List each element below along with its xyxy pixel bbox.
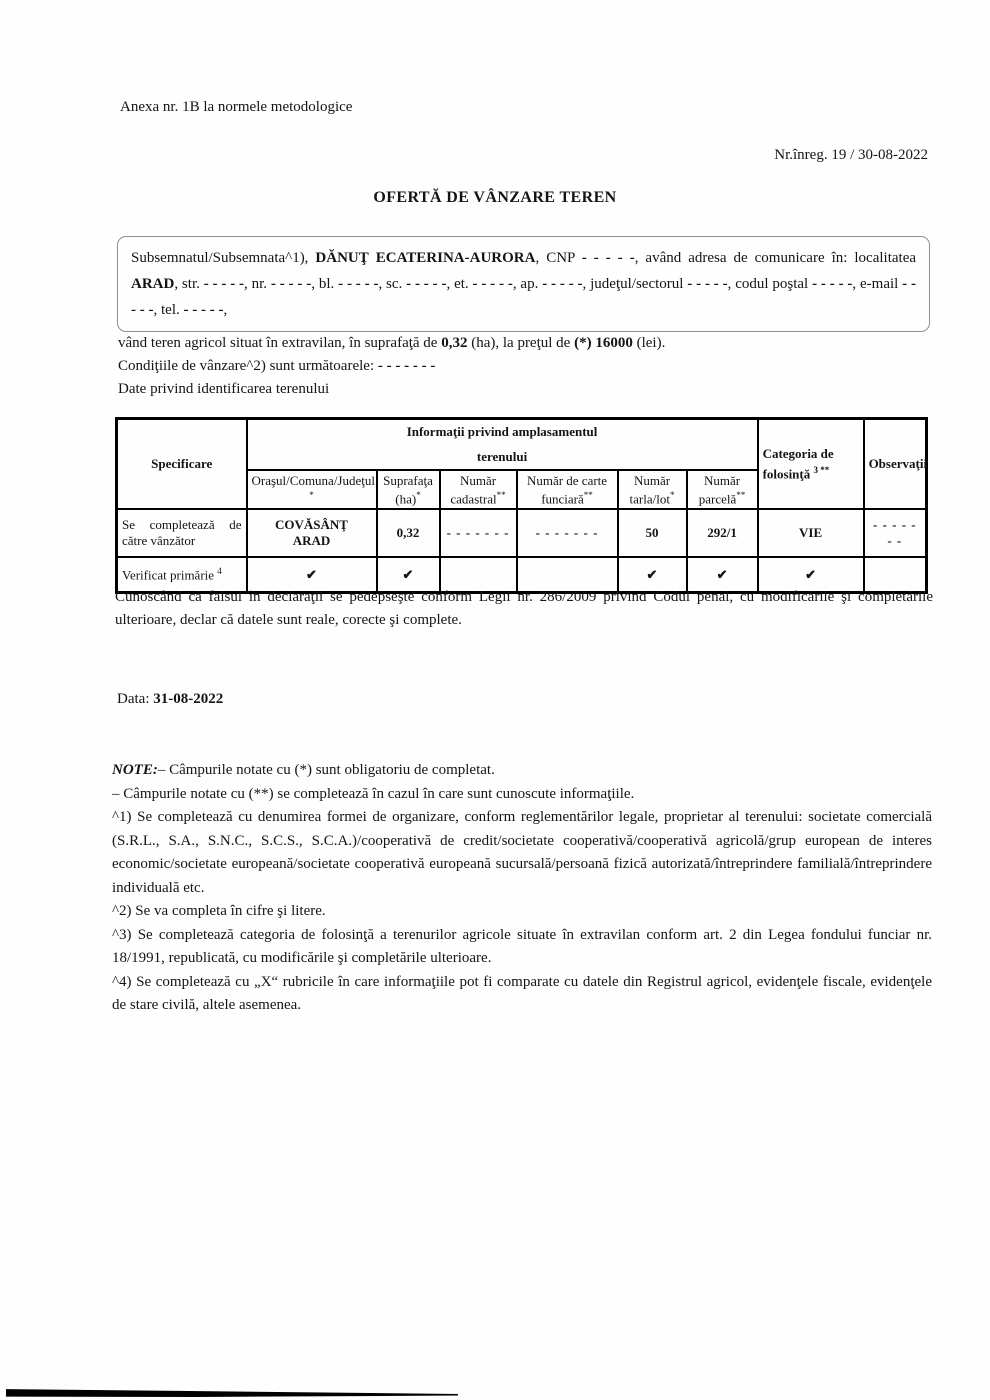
conditions-paragraph: Condiţiile de vânzare^2) sunt următoarele: - - - - - - - [118,358,436,374]
cell-tarla: 50 [618,509,687,557]
applicant-paragraph: Subsemnatul/Subsemnata^1), DĂNUŢ ECATERINA-AURORA, CNP - - - - -, având adresa de comunicare în: localitatea ARAD, str. - - - - -, nr. - - - - -, bl. - - - - -, sc. - - - - -, et. - - - - -, ap. - - - - -, judeţul/sectorul - - - - -, codul poştal - - - - -, e-mail - - - - -, tel. - - - - -, [131,250,917,318]
row-label-verified: Verificat primărie $^4$ [117,557,247,593]
header-observatii: Observaţii [864,419,927,510]
subheader-carte-funciara: Număr de carte funciară** [517,470,618,509]
note-3-usage-category: ^3) Se completează categoria de folosinţă a terenurilor agricole situate în extravilan conform art. 2 din Legea fondului funciar nr. 18/1991, republicată, cu modificările şi completările ulterioare. [112,926,932,966]
subheader-numar-cadastral: Număr cadastral** [440,470,517,509]
checkmark-surface: ✔ [377,557,440,593]
header-specificare: Specificare [117,419,247,510]
cell-observatii: - - - - - - - [864,509,927,557]
note-optional-fields: – Câmpurile notate cu (**) se completează în cazul în care sunt cunoscute informaţiile. [112,785,635,802]
cell-parcela: 292/1 [687,509,758,557]
header-amplasament-line2: terenului [476,449,528,464]
scan-artifact-bar [6,1388,458,1397]
header-amplasament [247,419,758,471]
land-id-heading: Date privind identificarea terenului [118,381,330,397]
checkmark-categoria: ✔ [758,557,864,593]
cell-carte-funciara: - - - - - - - [517,509,618,557]
notes-section [112,759,932,1018]
checkmark-parcela: ✔ [687,557,758,593]
registration-number: Nr.înreg. 19 / 30-08-2022 [774,147,928,163]
cell-city: COVĂSÂNŢ ARAD [247,509,377,557]
date-line: Data: 31-08-2022 [117,691,224,707]
checkmark-city: ✔ [247,557,377,593]
note-2-figures-letters: ^2) Se va completa în cifre şi litere. [112,903,326,919]
subheader-suprafata: Suprafaţa (ha)* [377,470,440,509]
subheader-tarla-lot: Număr tarla/lot* [618,470,687,509]
declaration-paragraph: Cunoscând că falsul în declaraţii se pedepseşte conform Legii nr. 286/2009 privind Codul penal, cu modificările şi completările ulterioare, declar că datele sunt reale, corecte şi complete. [115,589,933,628]
sale-paragraph: vând teren agricol situat în extravilan, în suprafaţă de 0,32 (ha), la preţul de (*) 16000 (lei). [118,335,666,351]
document-title: OFERTĂ DE VÂNZARE TEREN [373,189,617,206]
note-1-organization-form: ^1) Se completează cu denumirea formei de organizare, conform reglementărilor legale, proprietar al terenului: societate comercială (S.R.L., S.A., S.N.C., S.C.S., S.C.A.)/cooperativă de credit/societate cooperativă/cooperativă agricolă/grup european de interes economic/societate europeană/societate cooperativă europeană sucursală/persoană fizică autorizată/întreprindere familială/întreprindere individuală etc. [112,809,932,896]
cell-surface: 0,32 [377,509,440,557]
subheader-oras-comuna-judet: Oraşul/Comuna/Judeţul * [247,470,377,509]
note-obligatory-fields: NOTE:– Câmpurile notate cu (*) sunt obligatoriu de completat. [112,762,495,778]
row-label-vendor: Se completează de către vânzător [117,509,247,557]
subheader-parcela: Număr parcelă** [687,470,758,509]
header-categoria-folosinta: Categoria de folosinţă $^{3 **}$ [758,419,864,510]
cell-categoria: VIE [758,509,864,557]
land-identification-table [115,417,928,594]
table-row-vendor [117,509,927,557]
header-amplasament-line1: Informaţii privind amplasamentul [406,424,598,439]
annex-label: Anexa nr. 1B la normele metodologice [120,99,353,115]
cell-cadastral: - - - - - - - [440,509,517,557]
categoria-superscript: 3 ** [813,465,830,476]
applicant-info-box [117,236,930,332]
checkmark-tarla: ✔ [618,557,687,593]
note-4-x-marks: ^4) Se completează cu „X“ rubricile în care informaţiile pot fi comparate cu datele din Registrul agricol, evidenţele fiscale, evidenţele de stare civilă, altele asemenea. [112,973,932,1013]
